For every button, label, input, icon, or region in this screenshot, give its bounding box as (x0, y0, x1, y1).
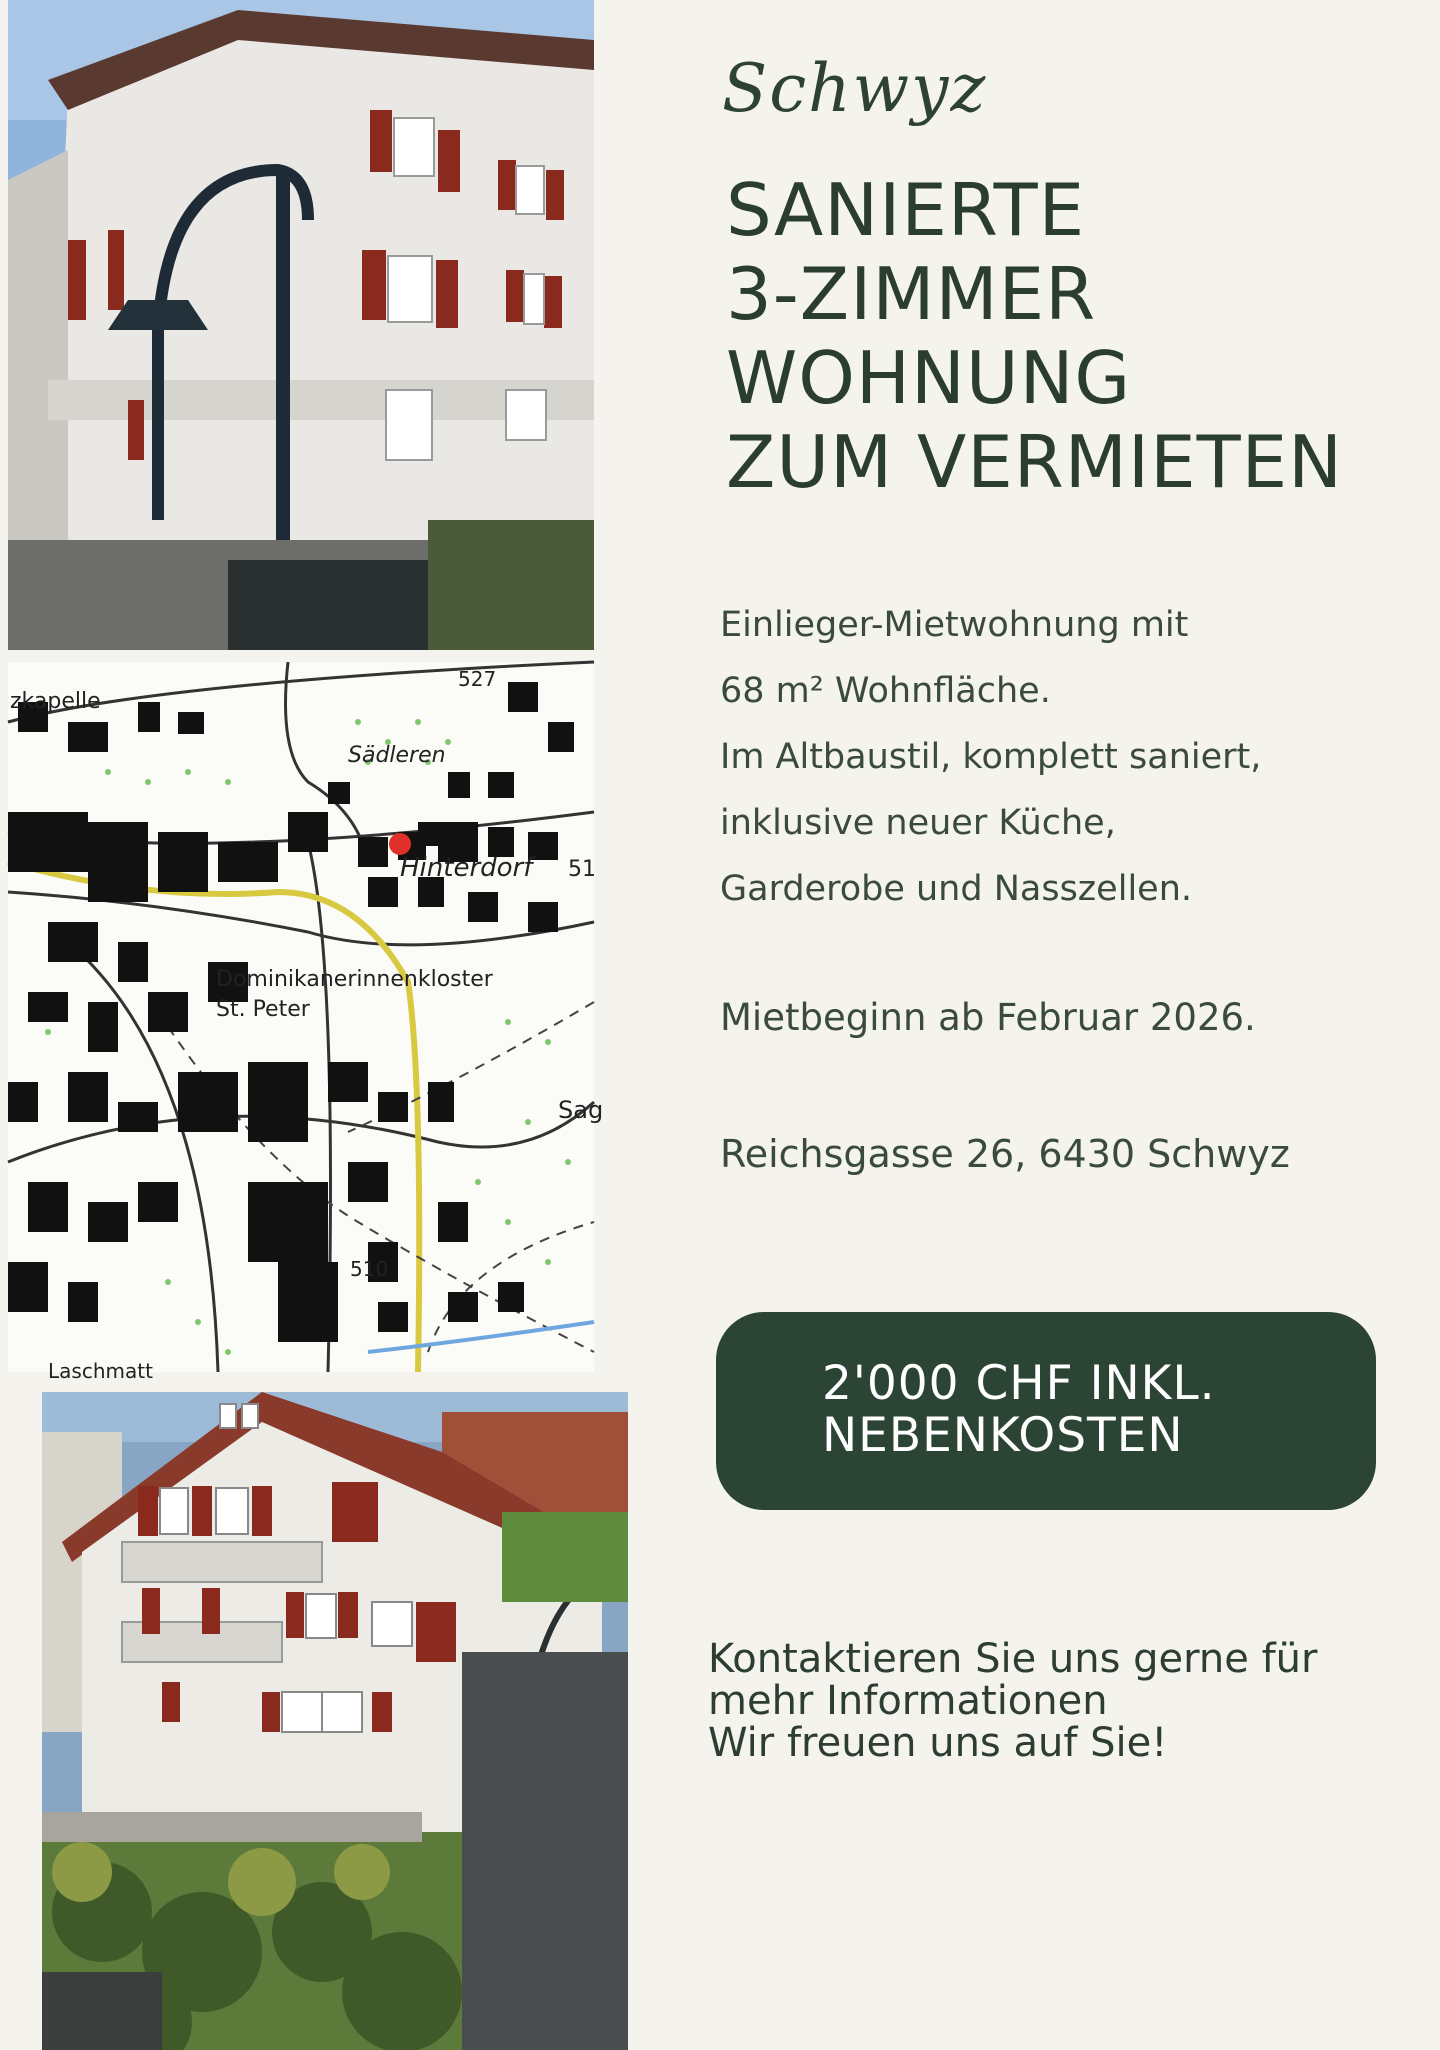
contact-line: Wir freuen uns auf Sie! (708, 1720, 1168, 1766)
description-line: 68 m² Wohnfläche. (720, 671, 1051, 711)
map-label-kapelle: zkapelle (10, 689, 101, 714)
building-photo-top (8, 0, 594, 650)
price-box (716, 1312, 1376, 1510)
price-line: NEBENKOSTEN (822, 1408, 1184, 1463)
headline-line: 3-ZIMMER (726, 252, 1097, 336)
headline (726, 168, 1416, 504)
headline-line: ZUM VERMIETEN (726, 420, 1343, 504)
description-line: inklusive neuer Küche, (720, 803, 1116, 843)
building-photo-bottom (42, 1392, 628, 2050)
description-line: Einlieger-Mietwohnung mit (720, 605, 1189, 645)
description-line: Im Altbaustil, komplett saniert, (720, 737, 1262, 777)
headline-line: WOHNUNG (726, 336, 1132, 420)
map-label-elevation-510: 510 (350, 1257, 389, 1281)
rental-start: Mietbeginn ab Februar 2026. (720, 996, 1256, 1039)
map-label-kloster: Dominikanerinnenkloster (216, 967, 493, 992)
contact-line: Kontaktieren Sie uns gerne für (708, 1636, 1318, 1682)
map-label-hinterdorf-elevation: 51 (568, 857, 596, 882)
location-marker-icon (389, 833, 411, 855)
map-label-stpeter: St. Peter (216, 997, 310, 1022)
headline-line: SANIERTE (726, 168, 1086, 252)
map-label-elevation-527: 527 (458, 667, 497, 691)
map-label-sadleren: Sädleren (348, 743, 446, 768)
map-label-hinterdorf: Hinterdorf (400, 853, 533, 883)
description-line: Garderobe und Nasszellen. (720, 869, 1193, 909)
contact-line: mehr Informationen (708, 1678, 1108, 1724)
contact-text (708, 1638, 1428, 1764)
address: Reichsgasse 26, 6430 Schwyz (720, 1132, 1290, 1176)
map-label-sag: Sag (558, 1096, 604, 1124)
map-label-bottom: Laschmatt (48, 1359, 153, 1383)
price-line: 2'000 CHF INKL. (822, 1356, 1216, 1411)
script-title: Schwyz (722, 50, 988, 127)
location-map (8, 662, 604, 1383)
description (720, 592, 1410, 922)
